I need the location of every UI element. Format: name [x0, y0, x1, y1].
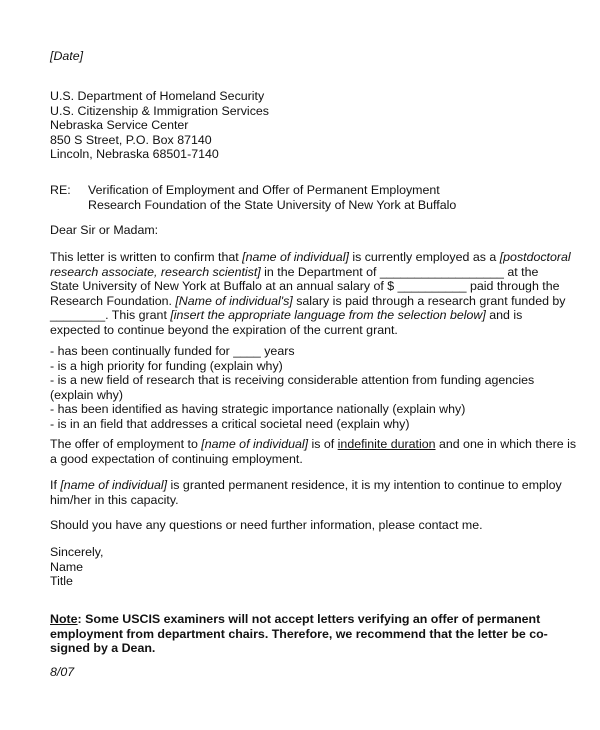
placeholder-position: [postdoctoral: [499, 250, 571, 264]
re-line-1: Verification of Employment and Offer of Permanent Employment: [88, 183, 440, 197]
salutation: Dear Sir or Madam:: [50, 223, 159, 237]
placeholder-name: [name of individual]: [60, 478, 168, 492]
address-line: 850 S Street, P.O. Box 87140: [50, 132, 212, 147]
placeholder-name: [name of individual]: [201, 437, 309, 451]
address-line: Lincoln, Nebraska 68501-7140: [50, 147, 219, 162]
address-line: Nebraska Service Center: [50, 118, 189, 133]
date-placeholder: [Date]: [50, 49, 84, 63]
paragraph-contact: Should you have any questions or need further information, please contact me.: [50, 518, 483, 532]
placeholder-name: [Name of individual's]: [175, 293, 293, 308]
recipient-address: [50, 89, 560, 162]
indefinite-duration: indefinite duration: [337, 437, 436, 451]
paragraph-employment: This letter is written to confirm that [name of individual] is currently employed as a [postdoctoral research associate, research scientist] in the Department of __________________ at the State University of New York at Buffalo at an annual salary of $ __________ paid through the Research Foundation. [Name of individual's] salary is paid through a research grant funded by ________. This grant [insert the appropriate language from the selection below] and is expected to continue beyond the expiration of the current grant.: [50, 250, 571, 337]
re-subject: [50, 183, 560, 212]
re-label: RE:: [50, 183, 71, 197]
list-item: - has been continually funded for ____ years: [50, 344, 295, 358]
signer-title: Title: [50, 574, 73, 589]
list-item: - has been identified as having strategic importance nationally (explain why): [50, 402, 466, 417]
address-line: U.S. Citizenship & Immigration Services: [50, 103, 269, 118]
placeholder-name: [name of individual]: [242, 250, 349, 264]
footer-date: 8/07: [50, 665, 75, 679]
funding-options-list: [50, 344, 560, 432]
closing-block: [50, 545, 560, 589]
uscis-note: Note: Some USCIS examiners will not accept letters verifying an offer of permanent employment from department chairs. Therefore, we recommend that the letter be co- signed by a Dean.: [50, 612, 548, 656]
re-line-2: Research Foundation of the State University of New York at Buffalo: [88, 197, 457, 212]
paragraph-intention: If [name of individual] is granted permanent residence, it is my intention to continue to employ him/her in this capacity.: [50, 478, 562, 507]
placeholder-grant-language: [insert the appropriate language from the selection below]: [170, 308, 486, 323]
placeholder-position: research associate, research scientist]: [50, 264, 261, 279]
list-item: - is a high priority for funding (explain why): [50, 358, 283, 373]
note-label: Note: [50, 612, 78, 626]
paragraph-offer: The offer of employment to [name of individual] is of indefinite duration and one in which there is a good expectation of continuing employment.: [50, 437, 577, 466]
closing-sincerely: Sincerely,: [50, 545, 104, 559]
list-item: - is in an field that addresses a critical societal need (explain why): [50, 416, 410, 431]
list-item: (explain why): [50, 387, 123, 402]
signer-name: Name: [50, 559, 84, 574]
list-item: - is a new field of research that is receiving considerable attention from funding agencies: [50, 373, 535, 388]
address-line: U.S. Department of Homeland Security: [50, 89, 265, 103]
